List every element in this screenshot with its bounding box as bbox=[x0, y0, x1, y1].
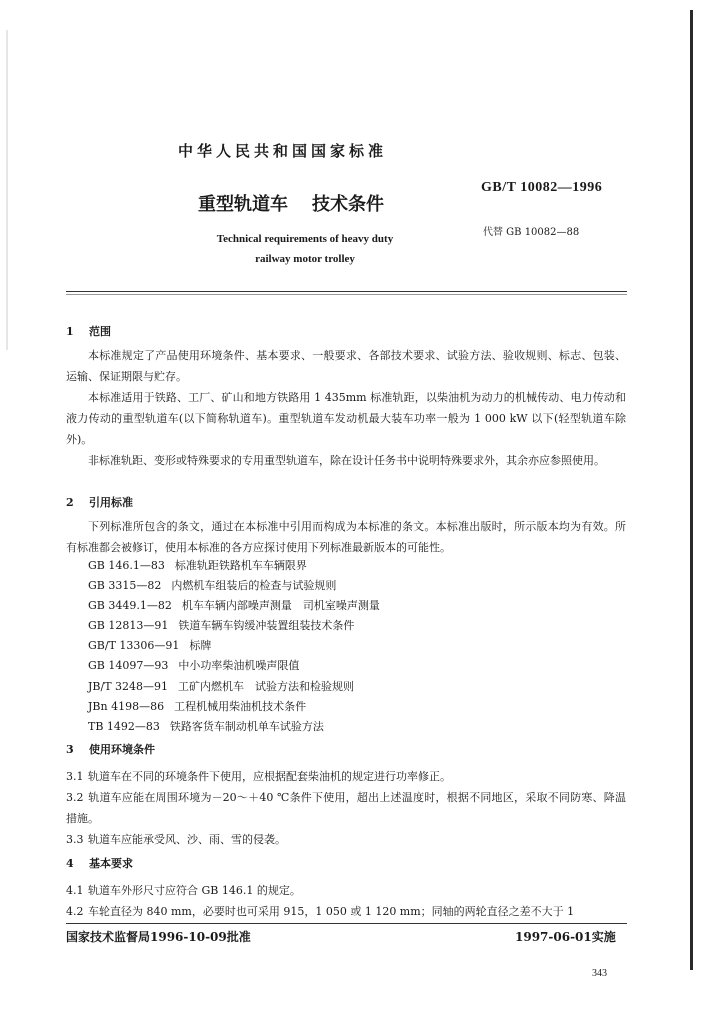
section-number: 1 bbox=[66, 325, 74, 338]
ref-code: GB 3315—82 bbox=[88, 579, 162, 593]
section-2-intro bbox=[66, 516, 626, 558]
ref-name: 标准轨距铁路机车车辆限界 bbox=[174, 559, 307, 572]
clause-text: 轨道车在不同的环境条件下使用，应根据配套柴油机的规定进行功率修正。 bbox=[88, 770, 451, 783]
section-4-heading bbox=[66, 855, 133, 871]
list-item bbox=[88, 656, 380, 676]
ref-name: 铁路客货车制动机单车试验方法 bbox=[169, 719, 324, 733]
list-item bbox=[88, 556, 380, 576]
clause bbox=[66, 901, 626, 922]
list-item bbox=[88, 596, 380, 616]
section-3-body bbox=[66, 766, 626, 850]
title-cn-part1: 重型轨道车 bbox=[198, 194, 288, 215]
ref-name: 铁道车辆车钩缓冲装置组装技术条件 bbox=[178, 619, 355, 633]
ref-name: 机车车辆内部噪声测量 司机室噪声测量 bbox=[181, 599, 380, 613]
document-title-cn bbox=[198, 190, 384, 216]
section-3-heading bbox=[66, 741, 155, 757]
list-item bbox=[88, 576, 380, 596]
list-item bbox=[88, 697, 380, 717]
page-number: 343 bbox=[592, 968, 607, 979]
paragraph: 下列标准所包含的条文，通过在本标准中引用而构成为本标准的条文。本标准出版时，所示版本均为有效。所有标准都会被修订，使用本标准的各方应探讨使用下列标准最新版本的可能性。 bbox=[66, 520, 626, 554]
scan-binding-edge bbox=[690, 10, 693, 970]
national-standard-header: 中华人民共和国国家标准 bbox=[178, 142, 388, 160]
header-rule-shadow bbox=[66, 294, 627, 295]
ref-code: TB 1492—83 bbox=[88, 719, 160, 733]
referenced-standards-list bbox=[88, 556, 380, 737]
section-number: 4 bbox=[66, 857, 74, 870]
clause bbox=[66, 880, 626, 901]
clause bbox=[66, 787, 626, 829]
section-number: 2 bbox=[66, 496, 74, 509]
section-4-body bbox=[66, 880, 626, 922]
replaces-standard: 代替 GB 10082—88 bbox=[483, 227, 580, 238]
clause bbox=[66, 766, 626, 787]
scan-edge-mark bbox=[6, 30, 8, 350]
title-cn-part2: 技术条件 bbox=[312, 194, 384, 215]
standard-number: GB/T 10082—1996 bbox=[481, 180, 603, 195]
ref-name: 内燃机车组装后的检查与试验规则 bbox=[171, 579, 337, 593]
approval-date: 国家技术监督局1996-10-09批准 bbox=[66, 930, 251, 944]
header-rule bbox=[66, 291, 627, 292]
ref-name: 工矿内燃机车 试验方法和检验规则 bbox=[178, 679, 355, 693]
paragraph: 本标准规定了产品使用环境条件、基本要求、一般要求、各部技术要求、试验方法、验收规则、标志、包装、运输、保证期限与贮存。 bbox=[66, 349, 626, 383]
ref-code: GB/T 13306—91 bbox=[88, 639, 180, 653]
paragraph: 非标准轨距、变形或特殊要求的专用重型轨道车，除在设计任务书中说明特殊要求外，其余亦应参照使用。 bbox=[88, 454, 605, 467]
clause bbox=[66, 829, 626, 850]
paragraph: 本标准适用于铁路、工厂、矿山和地方铁路用 1 435mm 标准轨距，以柴油机为动力的机械传动、电力传动和液力传动的重型轨道车(以下简称轨道车)。重型轨道车发动机最大装车功率一般为 1 000 kW 以下(轻型轨道车除外)。 bbox=[66, 391, 626, 446]
section-title: 使用环境条件 bbox=[89, 743, 155, 756]
section-1-heading bbox=[66, 323, 111, 339]
section-1-body bbox=[66, 345, 626, 471]
clause-text: 轨道车外形尺寸应符合 GB 146.1 的规定。 bbox=[88, 884, 301, 897]
list-item bbox=[88, 677, 380, 697]
clause-text: 车轮直径为 840 mm，必要时也可采用 915，1 050 或 1 120 mm；同轴的两轮直径之差不大于 1 bbox=[88, 905, 575, 918]
section-title: 范围 bbox=[89, 325, 111, 338]
document-title-en bbox=[150, 229, 460, 269]
ref-code: GB 3449.1—82 bbox=[88, 599, 172, 613]
section-title: 基本要求 bbox=[89, 857, 133, 870]
ref-code: JB/T 3248—91 bbox=[88, 679, 169, 693]
clause-text: 轨道车应能承受风、沙、雨、雪的侵袭。 bbox=[88, 833, 286, 846]
clause-number: 4.2 bbox=[66, 905, 84, 918]
list-item bbox=[88, 636, 380, 656]
ref-code: GB 146.1—83 bbox=[88, 559, 165, 572]
title-en-line1: Technical requirements of heavy duty bbox=[216, 233, 394, 245]
section-title: 引用标准 bbox=[89, 496, 133, 509]
ref-code: GB 12813—91 bbox=[88, 619, 169, 633]
ref-name: 工程机械用柴油机技术条件 bbox=[174, 699, 307, 713]
list-item bbox=[88, 717, 380, 737]
effective-date: 1997-06-01实施 bbox=[515, 930, 616, 944]
section-2-heading bbox=[66, 494, 133, 510]
ref-name: 中小功率柴油机噪声限值 bbox=[178, 659, 300, 673]
title-en-line2: railway motor trolley bbox=[255, 253, 355, 265]
clause-number: 3.1 bbox=[66, 770, 84, 783]
section-number: 3 bbox=[66, 743, 74, 756]
clause-text: 轨道车应能在周围环境为－20～＋40 ℃条件下使用，超出上述温度时，根据不同地区，采取不同防寒、降温措施。 bbox=[66, 791, 626, 825]
clause-number: 3.3 bbox=[66, 833, 84, 846]
footer-rule bbox=[66, 923, 627, 924]
ref-name: 标牌 bbox=[189, 639, 212, 653]
clause-number: 4.1 bbox=[66, 884, 84, 897]
ref-code: GB 14097—93 bbox=[88, 659, 169, 673]
list-item bbox=[88, 616, 380, 636]
clause-number: 3.2 bbox=[66, 791, 84, 804]
ref-code: JBn 4198—86 bbox=[88, 699, 165, 713]
